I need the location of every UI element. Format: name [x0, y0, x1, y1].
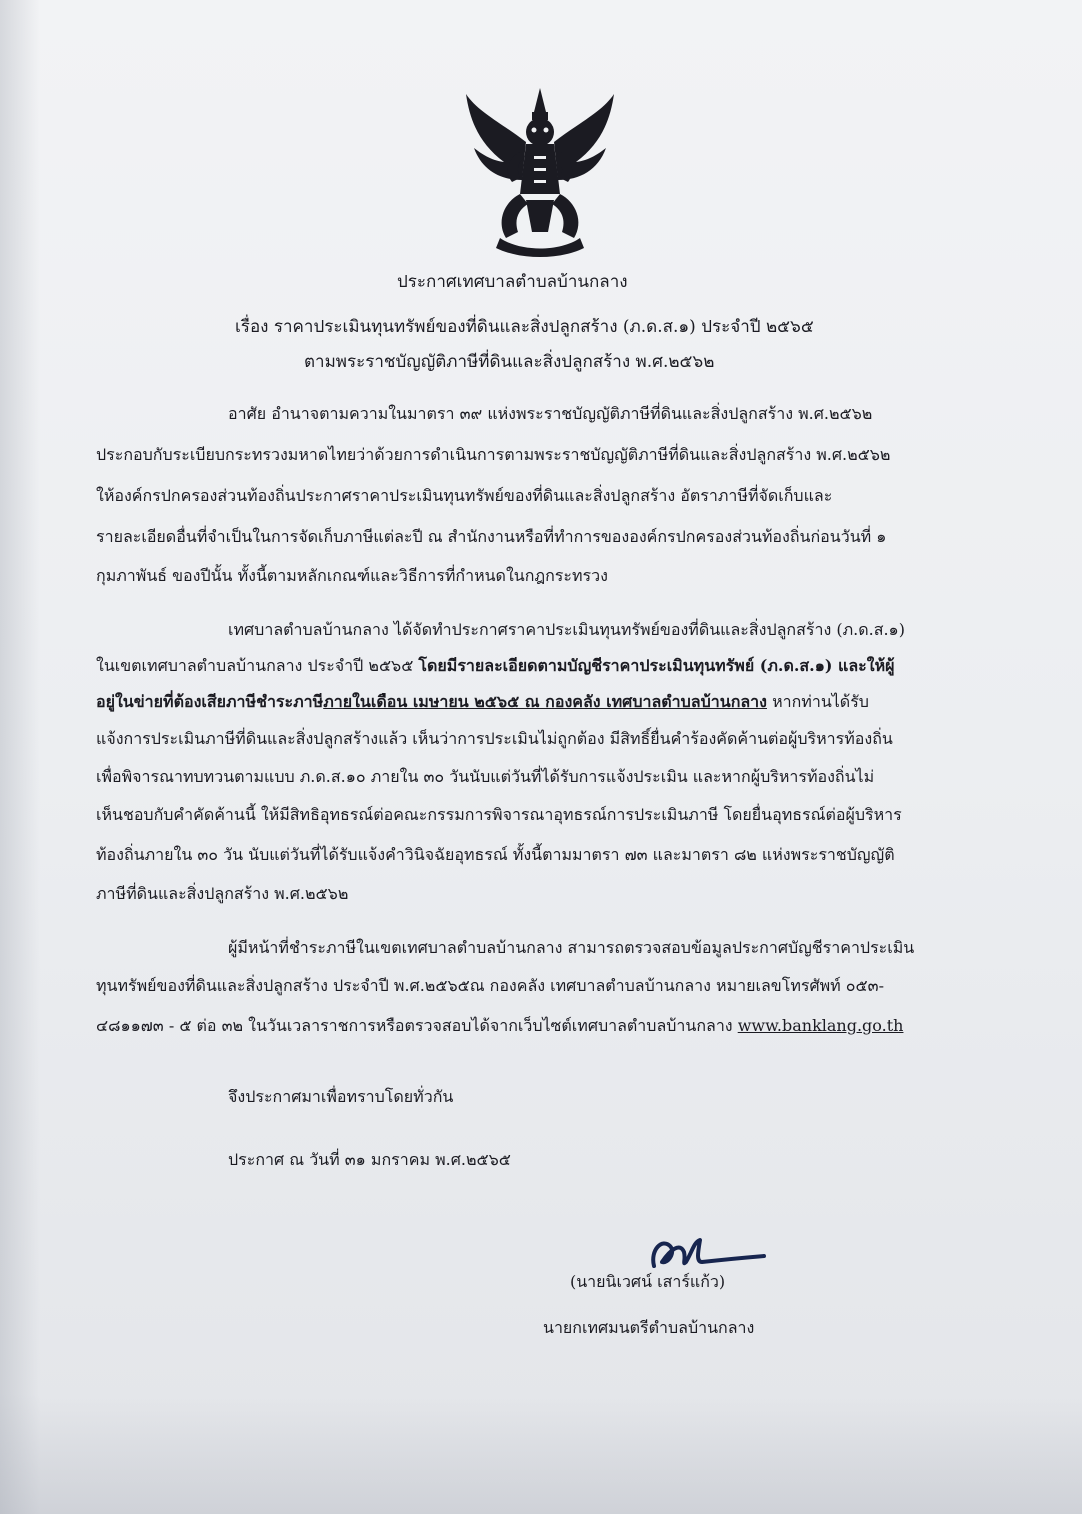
paragraph-2-line-2-bold: โดยมีรายละเอียดตามบัญชีราคาประเมินทุนทรัพย์ (ภ.ด.ส.๑) และให้ผู้	[418, 656, 895, 675]
paragraph-3-line-2: ทุนทรัพย์ของที่ดินและสิ่งปลูกสร้าง ประจำปี พ.ศ.๒๕๖๕ณ กองคลัง เทศบาลตำบลบ้านกลาง หมายเลขโทรศัพท์ ๐๕๓-	[96, 976, 885, 995]
paragraph-1-line-2: ประกอบกับระเบียบกระทรวงมหาดไทยว่าด้วยการดำเนินการตามพระราชบัญญัติภาษีที่ดินและสิ่งปลูกสร้าง พ.ศ.๒๕๖๒	[96, 445, 891, 464]
signer-name: (นายนิเวศน์ เสาร์แก้ว)	[570, 1272, 726, 1291]
paragraph-2-line-3-tail: หากท่านได้รับ	[766, 692, 869, 711]
garuda-emblem-icon	[460, 82, 620, 262]
paragraph-2-line-3	[96, 692, 869, 712]
paragraph-2-line-3-bold: อยู่ในข่ายที่ต้องเสียภาษีชำระภาษี	[96, 692, 324, 711]
announcement-closing: จึงประกาศมาเพื่อทราบโดยทั่วกัน	[228, 1087, 454, 1106]
paragraph-1-line-4: รายละเอียดอื่นที่จำเป็นในการจัดเก็บภาษีแต่ละปี ณ สำนักงานหรือที่ทำการขององค์กรปกครองส่วนท้องถิ่นก่อนวันที่ ๑	[96, 527, 887, 546]
paragraph-1-line-5: กุมภาพันธ์ ของปีนั้น ทั้งนี้ตามหลักเกณฑ์และวิธีการที่กำหนดในกฎกระทรวง	[96, 566, 608, 585]
payment-deadline: ภายในเดือน เมษายน ๒๕๖๕ ณ กองคลัง เทศบาลตำบลบ้านกลาง	[323, 692, 767, 711]
org-title: ประกาศเทศบาลตำบลบ้านกลาง	[397, 272, 628, 292]
paragraph-1-line-3: ให้องค์กรปกครองส่วนท้องถิ่นประกาศราคาประเมินทุนทรัพย์ของที่ดินและสิ่งปลูกสร้าง อัตราภาษีที่จัดเก็บและ	[96, 486, 833, 505]
handwritten-signature-icon	[640, 1228, 770, 1278]
signer-position: นายกเทศมนตรีตำบลบ้านกลาง	[543, 1318, 755, 1337]
paragraph-1-line-1: อาศัย อำนาจตามความในมาตรา ๓๙ แห่งพระราชบัญญัติภาษีที่ดินและสิ่งปลูกสร้าง พ.ศ.๒๕๖๒	[228, 404, 873, 423]
paragraph-2-line-2	[96, 656, 894, 676]
announcement-date: ประกาศ ณ วันที่ ๓๑ มกราคม พ.ศ.๒๕๖๕	[228, 1150, 511, 1169]
paragraph-2-line-7: ท้องถิ่นภายใน ๓๐ วัน นับแต่วันที่ได้รับแจ้งคำวินิจฉัยอุทธรณ์ ทั้งนี้ตามมาตรา ๗๓ และมาตรา ๘๒ แห่งพระราชบัญญัติ	[96, 845, 895, 864]
paragraph-3-line-1: ผู้มีหน้าที่ชำระภาษีในเขตเทศบาลตำบลบ้านกลาง สามารถตรวจสอบข้อมูลประกาศบัญชีราคาประเมิน	[228, 938, 915, 957]
paragraph-3-line-3-text: ๔๘๑๑๗๓ - ๕ ต่อ ๓๒ ในวันเวลาราชการหรือตรวจสอบได้จากเว็บไซต์เทศบาลตำบลบ้านกลาง	[96, 1016, 738, 1035]
paragraph-2-line-8: ภาษีที่ดินและสิ่งปลูกสร้าง พ.ศ.๒๕๖๒	[96, 884, 349, 903]
website-link[interactable]: www.banklang.go.th	[737, 1016, 904, 1035]
paragraph-2-line-1: เทศบาลตำบลบ้านกลาง ได้จัดทำประกาศราคาประเมินทุนทรัพย์ของที่ดินและสิ่งปลูกสร้าง (ภ.ด.ส.๑)	[228, 620, 905, 639]
paragraph-2-line-5: เพื่อพิจารณาทบทวนตามแบบ ภ.ด.ส.๑๐ ภายใน ๓๐ วันนับแต่วันที่ได้รับการแจ้งประเมิน และหากผู้บริหารท้องถิ่นไม่	[96, 767, 875, 786]
paragraph-2-line-2-text: ในเขตเทศบาลตำบลบ้านกลาง ประจำปี ๒๕๖๕	[96, 656, 419, 675]
paragraph-2-line-6: เห็นชอบกับคำคัดค้านนี้ ให้มีสิทธิอุทธรณ์ต่อคณะกรรมการพิจารณาอุทธรณ์การประเมินภาษี โดยยื่นอุทธรณ์ต่อผู้บริหาร	[96, 805, 902, 824]
subject-line-2: ตามพระราชบัญญัติภาษีที่ดินและสิ่งปลูกสร้าง พ.ศ.๒๕๖๒	[304, 352, 715, 372]
paragraph-3-line-3	[96, 1016, 903, 1036]
paragraph-2-line-4: แจ้งการประเมินภาษีที่ดินและสิ่งปลูกสร้างแล้ว เห็นว่าการประเมินไม่ถูกต้อง มีสิทธิ์ยื่นคำร้องคัดค้านต่อผู้บริหารท้องถิ่น	[96, 729, 893, 748]
subject-line: เรื่อง ราคาประเมินทุนทรัพย์ของที่ดินและสิ่งปลูกสร้าง (ภ.ด.ส.๑) ประจำปี ๒๕๖๕	[235, 317, 814, 337]
